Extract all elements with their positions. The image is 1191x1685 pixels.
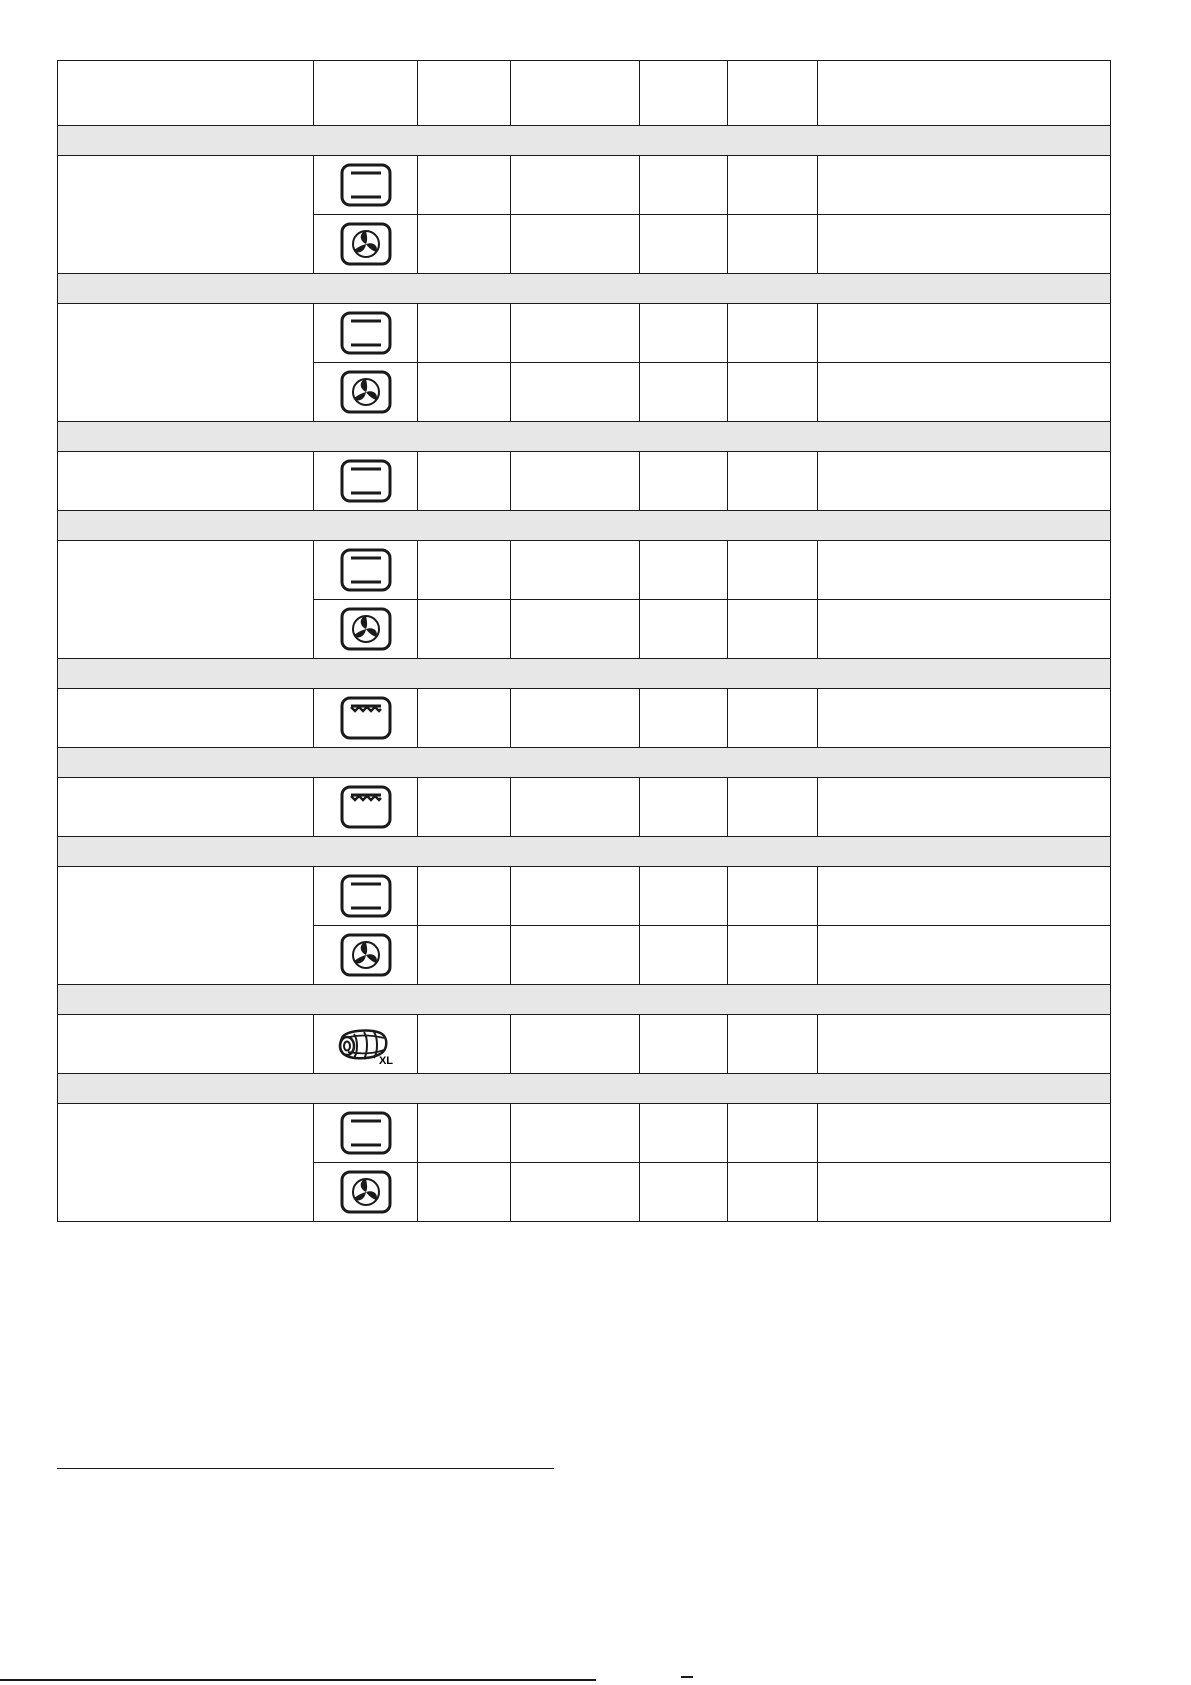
- time-cell: [640, 600, 728, 659]
- dish-name-cell: [58, 1104, 314, 1222]
- dish-name-cell: [58, 867, 314, 985]
- section-header-row: [58, 1074, 1111, 1104]
- temperature-cell: [511, 1163, 640, 1222]
- extra-cell: [818, 778, 1111, 837]
- section-header-row: [58, 274, 1111, 304]
- section-header-row: [58, 126, 1111, 156]
- temperature-cell: [511, 600, 640, 659]
- level-cell: [418, 304, 511, 363]
- column-header: [640, 61, 728, 126]
- time-cell: [640, 541, 728, 600]
- table-row: [58, 304, 1111, 363]
- section-header-row: [58, 985, 1111, 1015]
- section-title: [58, 659, 1111, 689]
- extra-cell: [818, 156, 1111, 215]
- heating-mode-cell: [314, 600, 418, 659]
- extra-cell: [818, 689, 1111, 748]
- preheat-cell: [728, 156, 818, 215]
- top-bottom-heat-icon: [340, 311, 392, 355]
- section-title: [58, 1074, 1111, 1104]
- top-bottom-heat-icon: [340, 1111, 392, 1155]
- page-bottom-rule: [0, 1679, 596, 1681]
- level-cell: [418, 156, 511, 215]
- time-cell: [640, 926, 728, 985]
- fan-heat-icon: [340, 607, 392, 651]
- rotisserie-xl-icon: [334, 1022, 398, 1066]
- column-header: [314, 61, 418, 126]
- heating-mode-cell: [314, 304, 418, 363]
- header-row: [58, 61, 1111, 126]
- extra-cell: [818, 541, 1111, 600]
- extra-cell: [818, 600, 1111, 659]
- table-row: [58, 689, 1111, 748]
- extra-cell: [818, 926, 1111, 985]
- table-row: [58, 867, 1111, 926]
- extra-cell: [818, 363, 1111, 422]
- heating-mode-cell: [314, 778, 418, 837]
- dish-name-cell: [58, 452, 314, 511]
- level-cell: [418, 600, 511, 659]
- time-cell: [640, 1163, 728, 1222]
- heating-mode-cell: [314, 1104, 418, 1163]
- level-cell: [418, 452, 511, 511]
- section-header-row: [58, 511, 1111, 541]
- extra-cell: [818, 867, 1111, 926]
- extra-cell: [818, 1015, 1111, 1074]
- time-cell: [640, 363, 728, 422]
- level-cell: [418, 1104, 511, 1163]
- top-bottom-heat-icon: [340, 874, 392, 918]
- section-title: [58, 985, 1111, 1015]
- heating-mode-cell: [314, 926, 418, 985]
- extra-cell: [818, 1163, 1111, 1222]
- time-cell: [640, 867, 728, 926]
- column-header: [511, 61, 640, 126]
- extra-cell: [818, 215, 1111, 274]
- table-row: [58, 1104, 1111, 1163]
- table-row: [58, 452, 1111, 511]
- dish-name-cell: [58, 689, 314, 748]
- preheat-cell: [728, 600, 818, 659]
- temperature-cell: [511, 156, 640, 215]
- time-cell: [640, 215, 728, 274]
- time-cell: [640, 452, 728, 511]
- heating-mode-cell: [314, 215, 418, 274]
- heating-mode-cell: [314, 156, 418, 215]
- dish-name-cell: [58, 156, 314, 274]
- section-title: [58, 748, 1111, 778]
- time-cell: [640, 1104, 728, 1163]
- preheat-cell: [728, 304, 818, 363]
- section-header-row: [58, 837, 1111, 867]
- preheat-cell: [728, 215, 818, 274]
- heating-mode-cell: [314, 689, 418, 748]
- time-cell: [640, 304, 728, 363]
- level-cell: [418, 1163, 511, 1222]
- preheat-cell: [728, 1104, 818, 1163]
- top-bottom-heat-icon: [340, 163, 392, 207]
- temperature-cell: [511, 778, 640, 837]
- fan-heat-icon: [340, 370, 392, 414]
- section-header-row: [58, 422, 1111, 452]
- temperature-cell: [511, 1015, 640, 1074]
- temperature-cell: [511, 1104, 640, 1163]
- footnote-separator: [57, 1468, 554, 1469]
- column-header: [58, 61, 314, 126]
- dish-name-cell: [58, 541, 314, 659]
- table-row: [58, 778, 1111, 808]
- level-cell: [418, 689, 511, 748]
- extra-cell: [818, 304, 1111, 363]
- preheat-cell: [728, 1015, 818, 1074]
- column-header: [818, 61, 1111, 126]
- level-cell: [418, 926, 511, 985]
- section-header-row: [58, 748, 1111, 778]
- level-cell: [418, 867, 511, 926]
- temperature-cell: [511, 304, 640, 363]
- fan-heat-icon: [340, 933, 392, 977]
- heating-mode-cell: [314, 1163, 418, 1222]
- column-header: [418, 61, 511, 126]
- temperature-cell: [511, 867, 640, 926]
- level-cell: [418, 778, 511, 837]
- heating-mode-cell: [314, 452, 418, 511]
- time-cell: [640, 689, 728, 748]
- fan-heat-icon: [340, 1170, 392, 1214]
- preheat-cell: [728, 867, 818, 926]
- section-title: [58, 274, 1111, 304]
- temperature-cell: [511, 541, 640, 600]
- heating-mode-cell: [314, 867, 418, 926]
- heating-mode-cell: [314, 541, 418, 600]
- time-cell: [640, 156, 728, 215]
- grill-icon: [340, 696, 392, 740]
- preheat-cell: [728, 778, 818, 837]
- heating-mode-cell: [314, 363, 418, 422]
- time-cell: [640, 778, 728, 837]
- column-header: [728, 61, 818, 126]
- dish-name-cell: [58, 778, 314, 837]
- cooking-table: [57, 60, 1111, 1222]
- level-cell: [418, 215, 511, 274]
- level-cell: [418, 1015, 511, 1074]
- fan-heat-icon: [340, 222, 392, 266]
- temperature-cell: [511, 452, 640, 511]
- dish-name-cell: [58, 1015, 314, 1074]
- preheat-cell: [728, 363, 818, 422]
- temperature-cell: [511, 926, 640, 985]
- top-bottom-heat-icon: [340, 459, 392, 503]
- preheat-cell: [728, 926, 818, 985]
- grill-icon: [340, 785, 392, 829]
- top-bottom-heat-icon: [340, 548, 392, 592]
- level-cell: [418, 363, 511, 422]
- table-row: [58, 156, 1111, 215]
- extra-cell: [818, 1104, 1111, 1163]
- table-row: [58, 1015, 1111, 1074]
- section-title: [58, 837, 1111, 867]
- extra-cell: [818, 452, 1111, 511]
- icon-label: XL: [378, 1055, 393, 1066]
- section-title: [58, 422, 1111, 452]
- section-header-row: [58, 659, 1111, 689]
- temperature-cell: [511, 363, 640, 422]
- time-cell: [640, 1015, 728, 1074]
- section-title: [58, 511, 1111, 541]
- temperature-cell: [511, 215, 640, 274]
- section-title: [58, 126, 1111, 156]
- page-bottom-tick: [681, 1676, 693, 1678]
- temperature-cell: [511, 689, 640, 748]
- preheat-cell: [728, 689, 818, 748]
- preheat-cell: [728, 1163, 818, 1222]
- table-row: [58, 541, 1111, 600]
- heating-mode-cell: [314, 1015, 418, 1074]
- dish-name-cell: [58, 304, 314, 422]
- preheat-cell: [728, 452, 818, 511]
- preheat-cell: [728, 541, 818, 600]
- level-cell: [418, 541, 511, 600]
